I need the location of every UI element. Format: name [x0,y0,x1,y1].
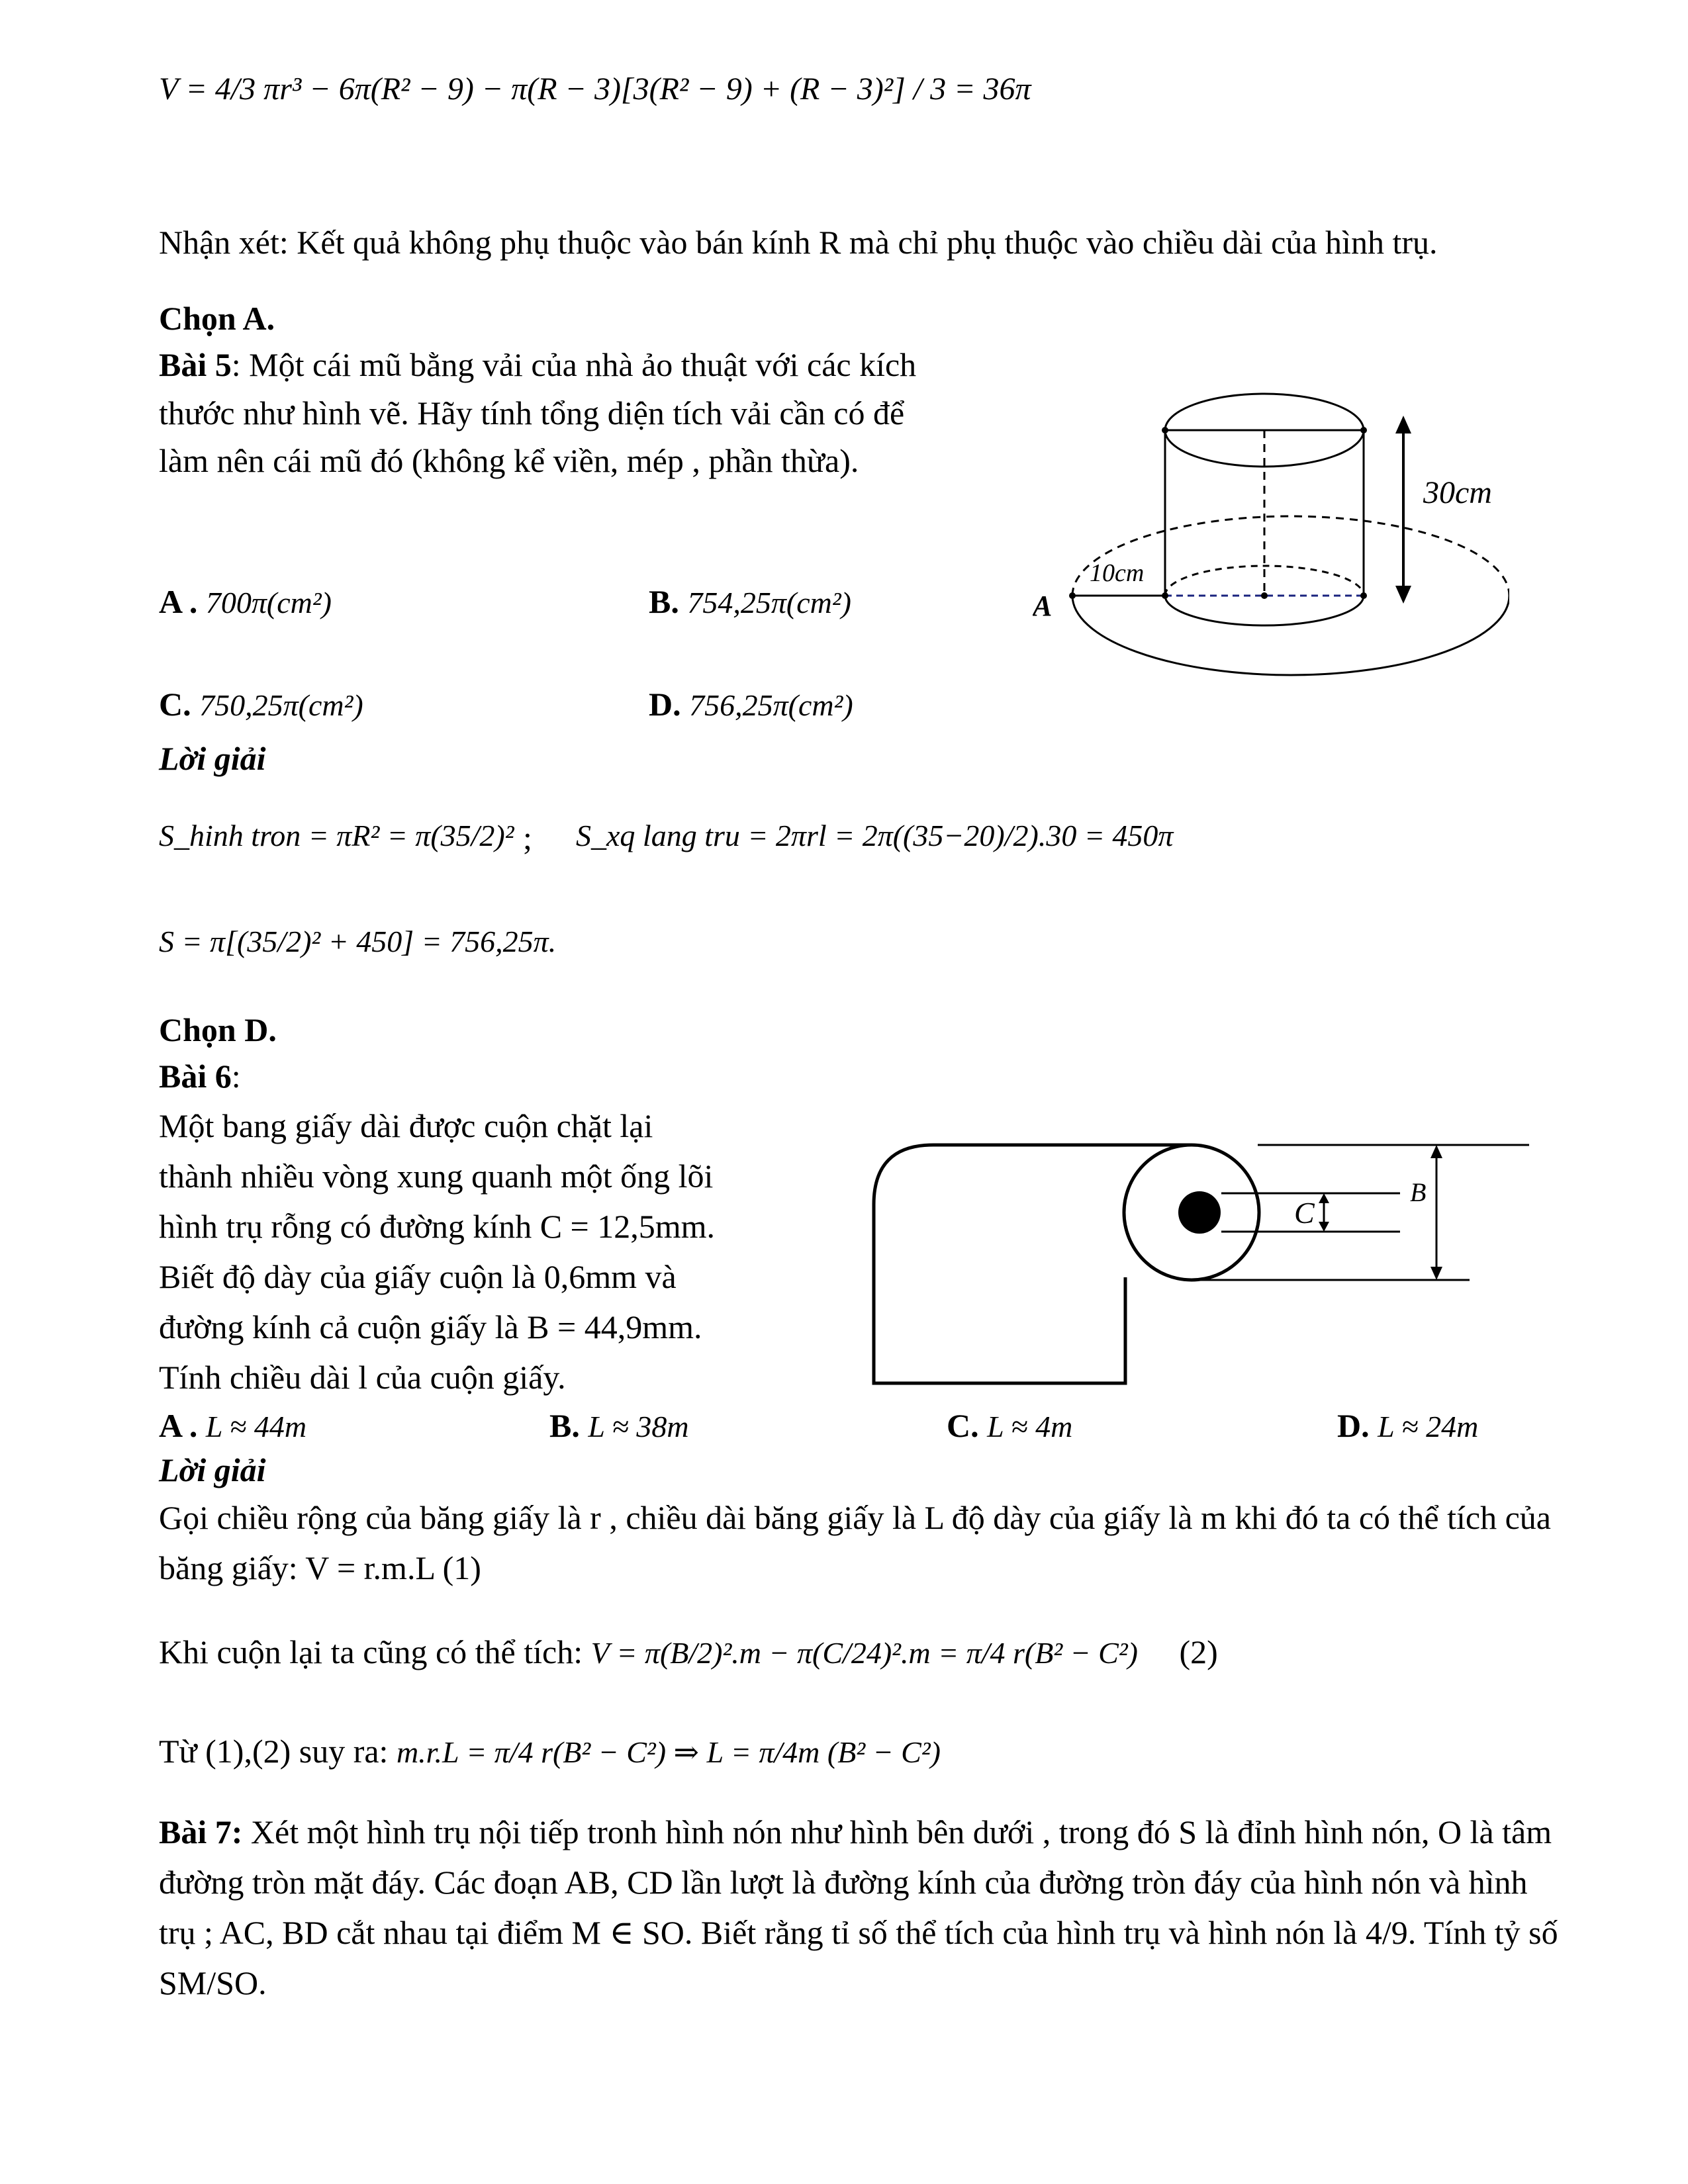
option-value: 700π(cm²) [205,586,332,619]
bai6-line: Tính chiều dài l của cuộn giấy. [159,1359,566,1396]
bai5-heading: Bài 5 [159,346,232,383]
bai6-option-c [947,1406,1072,1445]
sol-p3-text: Từ (1),(2) suy ra: [159,1733,389,1770]
option-letter: C. [947,1407,979,1444]
bai7-problem [159,1807,1562,2008]
bai6-line: đường kính cả cuộn giấy là B = 44,9mm. [159,1308,702,1345]
label-b: B [1410,1177,1427,1207]
bai6-heading-line [159,1052,241,1101]
sol-p2-text: Khi cuộn lại ta cũng có thể tích: [159,1633,583,1670]
bai6-line: Biết độ dày của giấy cuộn là 0,6mm và [159,1258,677,1295]
label-c: C [1294,1196,1315,1230]
radius-label: 10cm [1090,559,1145,587]
sol-p2-formula: V = π(B/2)².m − π(C/24)².m = π/4 r(B² − C²) [590,1636,1138,1670]
option-letter: A . [159,1407,198,1444]
bai6-colon: : [231,1058,241,1095]
point-marker [1162,427,1168,433]
core-circle [1178,1191,1221,1234]
point-marker [1360,427,1367,433]
arrow-head-icon [1319,1222,1329,1232]
bai6-heading: Bài 6 [159,1058,232,1095]
option-value: L ≈ 38m [588,1410,689,1443]
bai5-text: : Một cái mũ bằng vải của nhà ảo thuật với các kích thước như hình vẽ. Hãy tính tổng diện tích vải cần có để làm nên cái mũ đó (không kể viền, mép , phần thừa). [159,346,917,479]
bai6-option-b [549,1406,689,1445]
bai6-line: thành nhiều vòng xung quanh một ống lõi [159,1158,714,1195]
bai5-option-b [649,582,851,621]
bai7-text: Xét một hình trụ nội tiếp tronh hình nón như hình bên dưới , trong đó S là đỉnh hình nón, O là tâm đường tròn mặt đáy. Các đoạn AB, CD lần lượt là đường kính của đường tròn đáy của hình nón và hình trụ ; AC, BD cắt nhau tại điểm M ∈ SO. Biết rằng tỉ số thể tích của hình trụ và hình nón là 4/9. Tính tỷ số SM/SO. [159,1813,1558,2001]
arrow-head-icon [1430,1267,1442,1280]
point-marker [1261,592,1268,599]
cylinder-base-front [1165,596,1364,625]
brim-front-edge [1072,596,1509,675]
option-letter: A . [159,583,198,620]
bai6-problem [159,1101,887,1402]
sol-p2-num: (2) [1179,1633,1218,1670]
remark-text: Nhận xét: Kết quả không phụ thuộc vào bán kính R mà chỉ phụ thuộc vào chiều dài của hình trụ. [159,224,1438,261]
paper-roll-figure [861,1132,1556,1396]
bai5-solution-separator: ; [523,819,532,856]
bai7-heading: Bài 7: [159,1813,243,1850]
bai6-solution-p2 [159,1628,1218,1676]
arrow-head-icon [1430,1145,1442,1158]
option-value: L ≈ 4m [987,1410,1073,1443]
option-letter: B. [649,583,679,620]
point-marker [1162,592,1168,599]
option-value: 754,25π(cm²) [687,586,851,619]
arrow-head-icon [1395,586,1411,604]
bai6-solution-heading: Lời giải [159,1451,266,1488]
hat-figure [1033,371,1509,702]
option-letter: D. [649,686,681,723]
volume-formula: V = 4/3 πr³ − 6π(R² − 9) − π(R − 3)[3(R² − 9) + (R − 3)²] / 3 = 36π [159,71,1031,107]
point-a-label: A [1033,590,1053,622]
option-value: L ≈ 44m [205,1410,307,1443]
sol-p3-formula: m.r.L = π/4 r(B² − C²) ⇒ L = π/4m (B² − C²) [396,1735,941,1769]
arrow-head-icon [1319,1193,1329,1203]
bai6-option-d [1337,1406,1478,1445]
bai6-solution-p3 [159,1727,941,1776]
height-label: 30cm [1423,475,1492,510]
bai6-solution-p1: Gọi chiều rộng của băng giấy là r , chiều dài băng giấy là L độ dày của giấy là m khi đó ta có thể tích của băng giấy: V = r.m.L (1) [159,1499,1551,1586]
option-value: L ≈ 24m [1378,1410,1479,1443]
choose-d-text: Chọn D. [159,1011,277,1048]
option-letter: C. [159,686,191,723]
bai5-option-d [649,685,853,723]
bai5-solution-line1-right: S_xq lang tru = 2πrl = 2π((35−20)/2).30 = 450π [576,819,1174,852]
option-value: 750,25π(cm²) [199,688,363,722]
bai6-line: Một bang giấy dài được cuộn chặt lại [159,1107,653,1144]
arrow-head-icon [1395,416,1411,433]
point-marker [1360,592,1367,599]
bai5-option-c [159,685,363,723]
option-letter: D. [1337,1407,1370,1444]
choose-a-text: Chọn A. [159,300,275,337]
bai6-option-a [159,1406,306,1445]
option-letter: B. [549,1407,580,1444]
point-marker [1069,592,1076,599]
bai5-problem [159,341,920,485]
bai6-line: hình trụ rỗng có đường kính C = 12,5mm. [159,1208,716,1245]
bai5-solution-line1-left: S_hinh tron = πR² = π(35/2)² [159,819,514,852]
option-value: 756,25π(cm²) [689,688,853,722]
bai5-solution-heading: Lời giải [159,740,266,777]
bai5-option-a [159,582,332,621]
bai5-solution-line2: S = π[(35/2)² + 450] = 756,25π. [159,925,557,958]
